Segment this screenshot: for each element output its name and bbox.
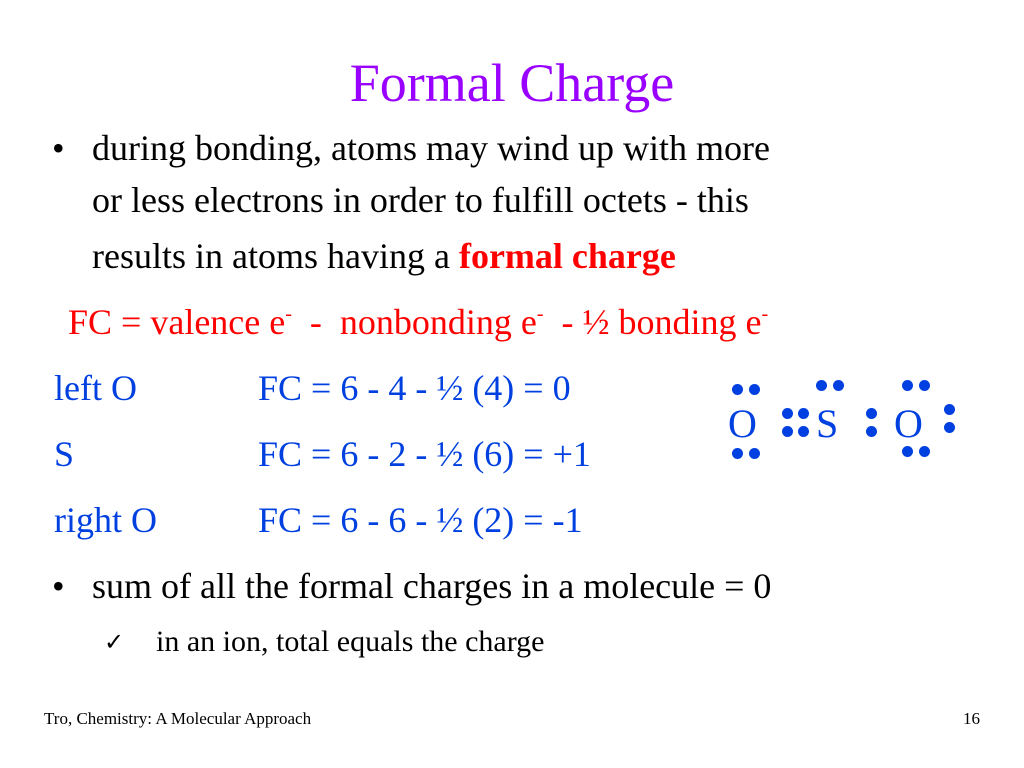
electron-dot xyxy=(919,446,930,457)
bullet-1-line-3-text: results in atoms having a xyxy=(92,236,459,276)
electron-dot xyxy=(782,426,793,437)
formal-charge-highlight: formal charge xyxy=(458,236,676,276)
electron-dot xyxy=(782,408,793,419)
checkmark-icon: ✓ xyxy=(104,628,125,656)
calc-atom-label: left O xyxy=(54,368,137,408)
lewis-atom-right-o: O xyxy=(894,401,923,446)
electron-dot xyxy=(749,448,760,459)
electron-dot xyxy=(749,384,760,395)
formal-charge-formula xyxy=(68,296,768,348)
electron-dot xyxy=(833,380,844,391)
electron-dot xyxy=(732,384,743,395)
electron-dot xyxy=(944,404,955,415)
formula-sup-3: - xyxy=(761,303,769,325)
electron-dot xyxy=(919,380,930,391)
electron-dot xyxy=(866,426,877,437)
footer-source: Tro, Chemistry: A Molecular Approach xyxy=(44,709,312,728)
electron-dot xyxy=(816,380,827,391)
bullet-1-line-2: or less electrons in order to fulfill octets - this xyxy=(92,180,749,220)
calc-atom-label: right O xyxy=(54,500,157,540)
bullet-dot: • xyxy=(52,128,65,168)
electron-dot xyxy=(866,408,877,419)
lewis-atom-s: S xyxy=(816,401,839,446)
formula-part-2: - nonbonding e xyxy=(291,302,537,342)
slide-number: 16 xyxy=(963,709,980,728)
lewis-atom-left-o: O xyxy=(728,401,757,446)
calc-atom-label: S xyxy=(54,434,75,474)
bullet-dot: • xyxy=(52,566,65,606)
calc-equation: FC = 6 - 6 - ½ (2) = -1 xyxy=(258,500,583,540)
bullet-1-line-1: during bonding, atoms may wind up with more xyxy=(92,128,770,168)
electron-dot xyxy=(902,446,913,457)
calc-equation: FC = 6 - 4 - ½ (4) = 0 xyxy=(258,368,571,408)
formula-part-3: - ½ bonding e xyxy=(543,302,762,342)
electron-dot xyxy=(902,380,913,391)
electron-dot xyxy=(732,448,743,459)
formula-sup-1: - xyxy=(285,303,292,325)
sub-bullet-text: in an ion, total equals the charge xyxy=(156,625,545,658)
electron-dot xyxy=(944,422,955,433)
formula-sup-2: - xyxy=(536,303,544,325)
slide-title: Formal Charge xyxy=(349,53,675,113)
bullet-1-line-3 xyxy=(92,230,676,282)
lewis-structure xyxy=(700,360,1000,480)
electron-dot xyxy=(798,408,809,419)
bullet-2-text: sum of all the formal charges in a molecule = 0 xyxy=(92,566,772,606)
formula-part-1: FC = valence e xyxy=(68,302,286,342)
electron-dot xyxy=(798,426,809,437)
calc-equation: FC = 6 - 2 - ½ (6) = +1 xyxy=(258,434,591,474)
